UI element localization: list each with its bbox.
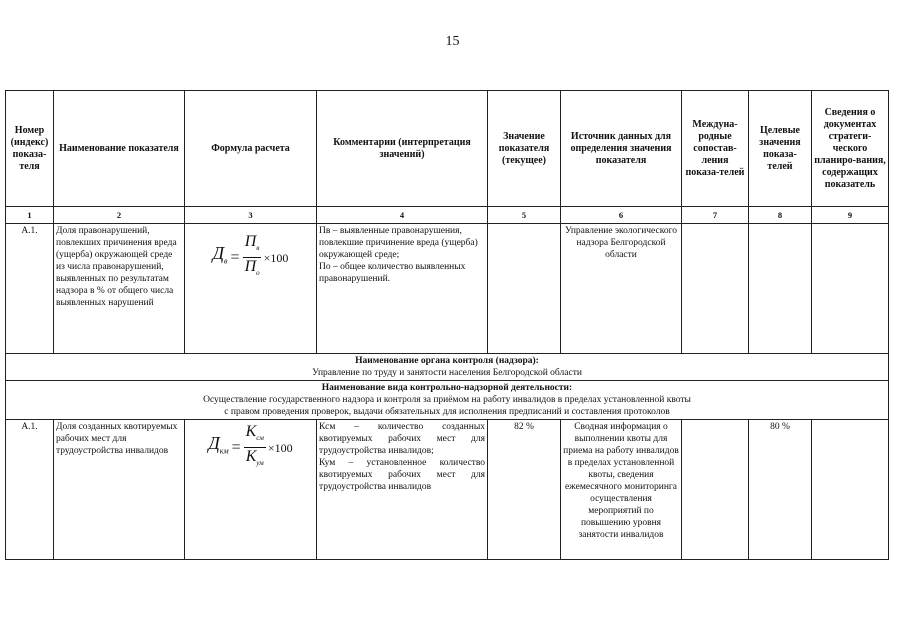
section-organ-row [6,354,889,381]
indicators-table [5,90,889,560]
formula-lhs: $Д_в$ [212,243,228,266]
formula-lhs: $Д_{км}$ [208,433,229,456]
formula-multiplier: ×100 [263,250,289,265]
activity-title: Наименование вида контрольно-надзорной деятельности: [321,383,573,393]
header-target: Целевые значения показа-телей [749,91,812,207]
column-number: 8 [749,207,812,224]
formula: $Д_{км}$ = $\frac{К_{см}}{К_{ум}}$ ×100 [187,423,314,472]
column-number: 1 [6,207,54,224]
column-number: 7 [682,207,749,224]
column-number: 5 [488,207,561,224]
header-index: Номер (индекс) показа-теля [6,91,54,207]
column-number: 2 [54,207,185,224]
header-name: Наименование показателя [54,91,185,207]
comment-cell: Ксм – количество созданных квотируемых рабочих мест для трудоустройства инвалидов; Кум – установленное количество квотируемых рабочих мест для трудоустройства инвалидов [317,420,488,560]
formula-multiplier: ×100 [267,440,293,455]
target-cell: 80 % [749,420,812,560]
source-cell: Управление экологического надзора Белгородской области [561,224,682,354]
header-source: Источник данных для определения значения показателя [561,91,682,207]
comment-cell: Пв – выявленные правонарушения, повлекшие причинение вреда (ущерба) окружающей среде; По – общее количество выявленных правонарушений. [317,224,488,354]
formula: $Д_в$ = $\frac{П_в}{П_о}$ ×100 [187,233,314,282]
column-number: 3 [185,207,317,224]
organ-title: Наименование органа контроля (надзора): [355,356,539,366]
formula-cell [185,224,317,354]
organ-name: Управление по труду и занятости населения Белгородской области [312,368,582,378]
header-row [6,91,889,207]
page-number: 15 [445,34,460,49]
header-formula: Формула расчета [185,91,317,207]
row-index: А.1. [6,420,54,560]
source-cell: Сводная информация о выполнении квоты для приема на работу инвалидов в пределах установленной квоты, сведения ежемесячного мониторинга осуществления мероприятий по повышению уровня занятости инвалидов [561,420,682,560]
value-cell [488,224,561,354]
indicator-name: Доля созданных квотируемых рабочих мест для трудоустройства инвалидов [54,420,185,560]
value-cell: 82 % [488,420,561,560]
formula-fraction: $\frac{П_в}{П_о}$ [244,233,260,278]
international-cell [682,420,749,560]
header-comments: Комментарии (интерпретация значений) [317,91,488,207]
formula-cell [185,420,317,560]
header-value: Значение показателя (текущее) [488,91,561,207]
header-international: Междуна-родные сопостав-ления показа-телей [682,91,749,207]
table-row [6,420,889,560]
section-activity-row [6,381,889,420]
column-number-row [6,207,889,224]
column-number: 6 [561,207,682,224]
formula-fraction: $\frac{К_{см}}{К_{ум}}$ [245,423,264,468]
target-cell [749,224,812,354]
activity-line: с правом проведения проверок, выдачи обязательных для исполнения предписаний и составления протоколов [224,407,670,417]
documents-cell [812,420,889,560]
column-number: 4 [317,207,488,224]
indicator-name: Доля правонарушений, повлекших причинения вреда (ущерба) окружающей среде из числа правонарушений, выявленных по результатам надзора в % от общего числа выявленных нарушений [54,224,185,354]
table-row [6,224,889,354]
documents-cell [812,224,889,354]
row-index: А.1. [6,224,54,354]
column-number: 9 [812,207,889,224]
activity-line: Осуществление государственного надзора и контроля за приёмом на работу инвалидов в пределах установленной квоты [203,395,691,405]
header-documents: Сведения о документах стратеги-ческого планиро-вания, содержащих показатель [812,91,889,207]
international-cell [682,224,749,354]
